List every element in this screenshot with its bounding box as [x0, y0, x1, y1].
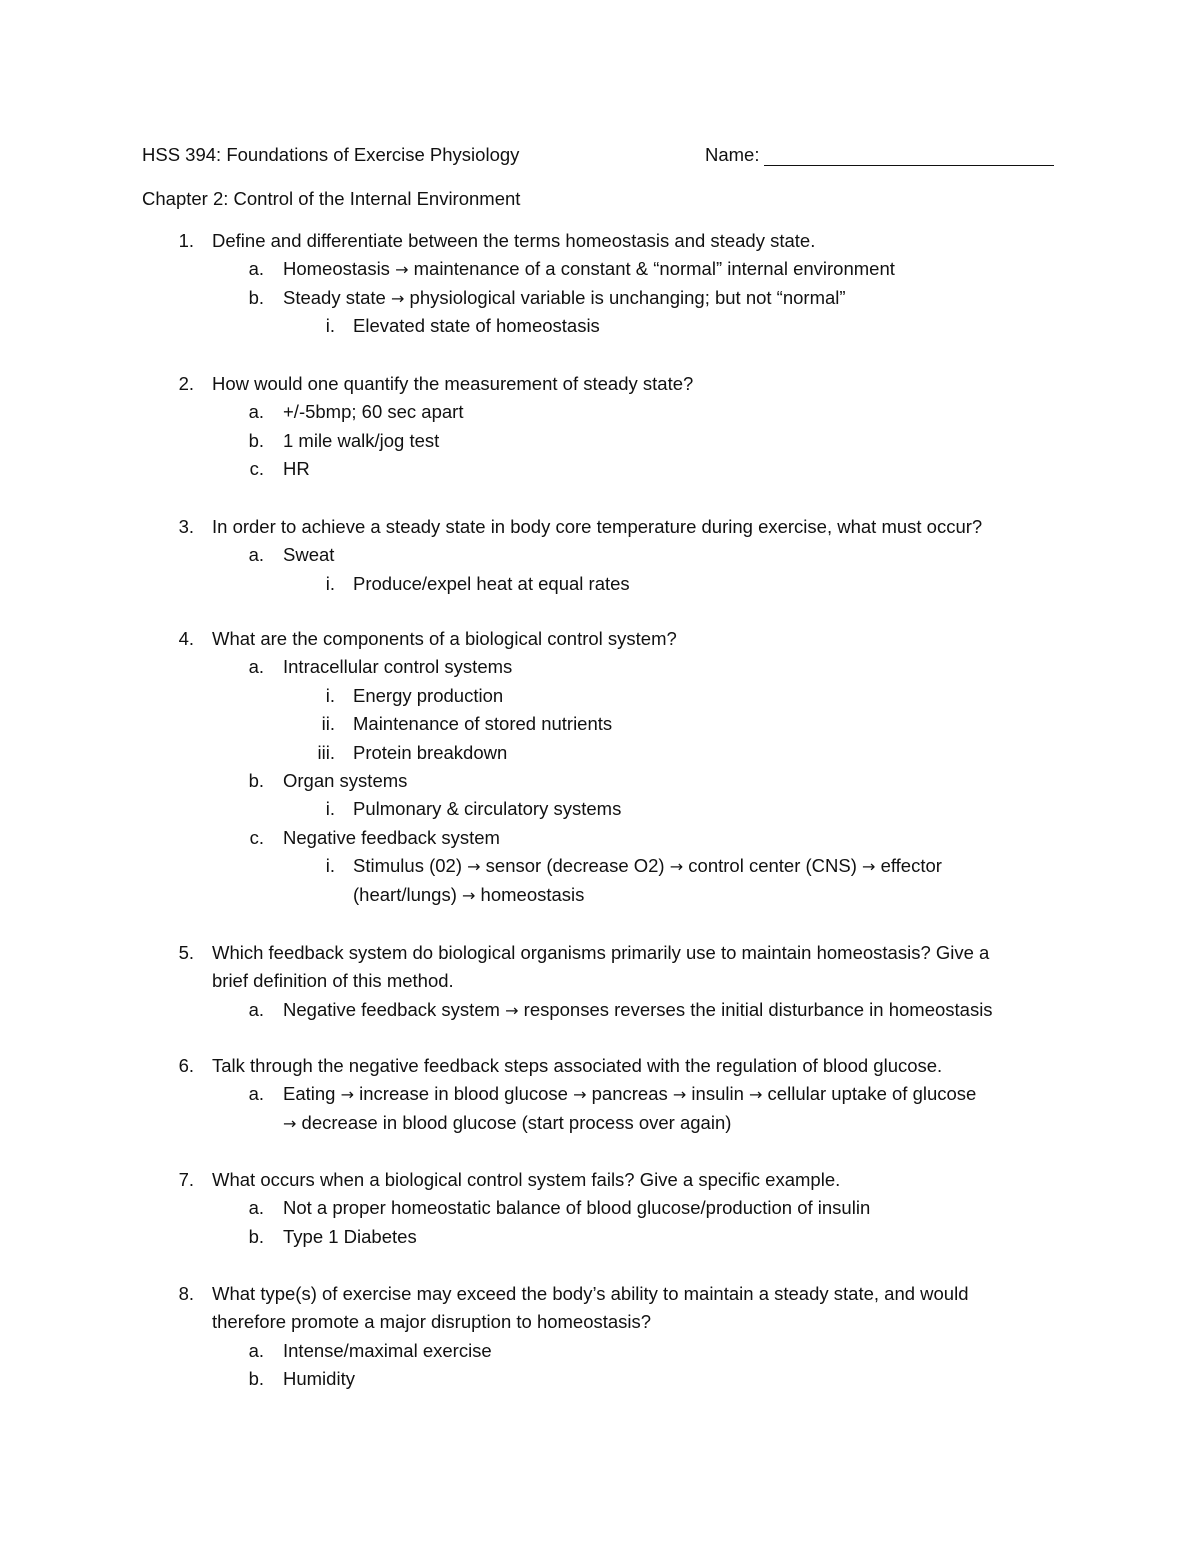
answer-text	[283, 401, 463, 423]
answer-marker: a.	[248, 1083, 264, 1105]
text-segment: effector	[875, 855, 942, 877]
text-segment: 1 mile walk/jog test	[283, 429, 440, 451]
answer-text	[283, 999, 993, 1021]
answer-marker: b.	[248, 429, 264, 451]
answer-text	[283, 544, 334, 566]
text-segment: Organ systems	[283, 770, 408, 791]
arrow-right-icon: →	[390, 288, 405, 308]
question-text	[212, 373, 693, 395]
question-text	[212, 1169, 840, 1191]
answer-text	[283, 287, 846, 309]
text-segment: What type(s) of exercise may exceed the body’s ability to maintain a steady state, and would	[212, 1283, 969, 1304]
answer-text	[283, 430, 439, 452]
text-segment: therefore promote a major disruption to homeostasis?	[212, 1311, 652, 1333]
answer-text-continued	[283, 1112, 731, 1134]
answer-text	[283, 258, 895, 280]
text-segment: sensor (decrease O2)	[480, 855, 670, 877]
course-title: HSS 394: Foundations of Exercise Physiology	[142, 144, 520, 165]
arrow-right-icon: →	[395, 260, 409, 280]
subanswer-marker: i.	[325, 798, 335, 820]
answer-text	[283, 1340, 492, 1362]
answer-text	[283, 1368, 355, 1390]
text-segment: Homeostasis	[283, 258, 396, 280]
question-text-continued	[212, 1311, 651, 1333]
text-segment: Eating	[283, 1083, 341, 1105]
text-segment: Stimulus (02)	[353, 855, 468, 877]
text-segment: Talk through the negative feedback steps associated with the regulation of blood glucose.	[212, 1055, 943, 1076]
arrow-right-icon: →	[862, 857, 876, 877]
text-segment: increase in blood glucose	[354, 1083, 574, 1105]
subanswer-marker: ii.	[321, 713, 335, 735]
subanswer-text	[353, 798, 621, 820]
answer-marker: a.	[248, 656, 264, 678]
answer-text	[283, 827, 500, 849]
answer-text	[283, 770, 407, 792]
text-segment: responses reverses the initial disturbance in homeostasis	[518, 998, 993, 1020]
text-segment: Negative feedback system	[283, 998, 506, 1020]
question-number: 7.	[178, 1169, 194, 1190]
text-segment: Humidity	[283, 1368, 355, 1390]
text-segment: +/-5bmp; 60 sec apart	[283, 401, 464, 423]
arrow-right-icon: →	[573, 1085, 587, 1105]
question-number: 3.	[178, 516, 194, 537]
text-segment: HR	[283, 458, 310, 480]
answer-marker: c.	[249, 826, 264, 848]
answer-marker: a.	[248, 998, 264, 1020]
arrow-right-icon: →	[340, 1085, 355, 1105]
text-segment: Elevated state of homeostasis	[353, 315, 600, 337]
subanswer-text-continued	[353, 884, 584, 906]
text-segment: Protein breakdown	[353, 741, 508, 763]
answer-marker: a.	[248, 544, 264, 566]
text-segment: Intense/maximal exercise	[283, 1339, 492, 1361]
text-segment: pancreas	[586, 1083, 673, 1105]
arrow-right-icon: →	[672, 1085, 687, 1105]
question-text	[212, 1055, 942, 1077]
text-segment: Not a proper homeostatic balance of blood glucose/production of insulin	[283, 1197, 871, 1219]
question-number: 8.	[178, 1283, 194, 1304]
arrow-right-icon: →	[505, 1000, 519, 1020]
text-segment: Intracellular control systems	[283, 656, 513, 678]
answer-marker: b.	[248, 286, 264, 308]
subanswer-text	[353, 855, 942, 877]
arrow-right-icon: →	[669, 857, 684, 877]
name-label: Name:	[705, 144, 760, 165]
answer-text	[283, 1197, 870, 1219]
text-segment: (heart/lungs)	[353, 883, 462, 905]
text-segment: Sweat	[283, 544, 335, 566]
question-text	[212, 628, 677, 650]
answer-marker: c.	[249, 458, 264, 480]
answer-text	[283, 1226, 417, 1248]
subanswer-marker: iii.	[317, 741, 335, 763]
answer-marker: a.	[248, 258, 264, 280]
subanswer-marker: i.	[325, 315, 335, 337]
question-number: 6.	[178, 1055, 194, 1076]
answer-marker: b.	[248, 1368, 264, 1390]
answer-text	[283, 1083, 976, 1105]
text-segment: homeostasis	[475, 883, 585, 905]
question-number: 4.	[178, 628, 194, 649]
subanswer-text	[353, 742, 507, 764]
subanswer-text	[353, 713, 612, 735]
question-number: 1.	[178, 230, 194, 251]
text-segment: Maintenance of stored nutrients	[353, 713, 613, 735]
text-segment: Type 1 Diabetes	[283, 1225, 417, 1247]
text-segment: Negative feedback system	[283, 826, 500, 848]
text-segment: cellular uptake of glucose	[762, 1083, 977, 1105]
text-segment: What are the components of a biological control system?	[212, 628, 677, 649]
text-segment: decrease in blood glucose (start process over again)	[296, 1111, 732, 1133]
subanswer-marker: i.	[325, 684, 335, 706]
subanswer-text	[353, 315, 600, 337]
question-number: 2.	[178, 373, 194, 394]
question-text-continued	[212, 970, 454, 992]
text-segment: In order to achieve a steady state in body core temperature during exercise, what must occur?	[212, 516, 983, 537]
text-segment: physiological variable is unchanging; but not “normal”	[404, 286, 846, 308]
arrow-right-icon: →	[283, 1113, 297, 1133]
text-segment: Define and differentiate between the terms homeostasis and steady state.	[212, 230, 816, 251]
question-number: 5.	[178, 942, 194, 963]
text-segment: Energy production	[353, 684, 504, 706]
text-segment: Produce/expel heat at equal rates	[353, 572, 630, 594]
arrow-right-icon: →	[749, 1085, 763, 1105]
subanswer-text	[353, 685, 503, 707]
arrow-right-icon: →	[467, 857, 481, 877]
text-segment: insulin	[686, 1083, 750, 1105]
answer-marker: b.	[248, 770, 264, 791]
answer-marker: b.	[248, 1225, 264, 1247]
answer-marker: a.	[248, 1197, 264, 1219]
answer-text	[283, 656, 512, 678]
text-segment: How would one quantify the measurement of steady state?	[212, 373, 694, 394]
text-segment: brief definition of this method.	[212, 970, 454, 992]
question-text	[212, 516, 982, 538]
arrow-right-icon: →	[462, 885, 476, 905]
question-text	[212, 230, 815, 252]
text-segment: control center (CNS)	[683, 855, 863, 877]
question-text	[212, 1283, 969, 1305]
answer-text	[283, 458, 310, 480]
subanswer-marker: i.	[325, 855, 335, 877]
text-segment: Which feedback system do biological organisms primarily use to maintain homeostasis? Give a	[212, 942, 990, 963]
answer-marker: a.	[248, 1339, 264, 1361]
subanswer-marker: i.	[325, 572, 335, 594]
text-segment: maintenance of a constant & “normal” internal environment	[408, 258, 895, 280]
question-text	[212, 942, 989, 964]
answer-marker: a.	[248, 401, 264, 423]
text-segment: Pulmonary & circulatory systems	[353, 798, 622, 820]
text-segment: What occurs when a biological control system fails? Give a specific example.	[212, 1169, 841, 1190]
name-blank-line	[764, 165, 1054, 166]
document-header	[142, 144, 1062, 172]
subanswer-text	[353, 573, 630, 595]
chapter-title: Chapter 2: Control of the Internal Environment	[142, 188, 521, 209]
text-segment: Steady state	[283, 286, 391, 308]
